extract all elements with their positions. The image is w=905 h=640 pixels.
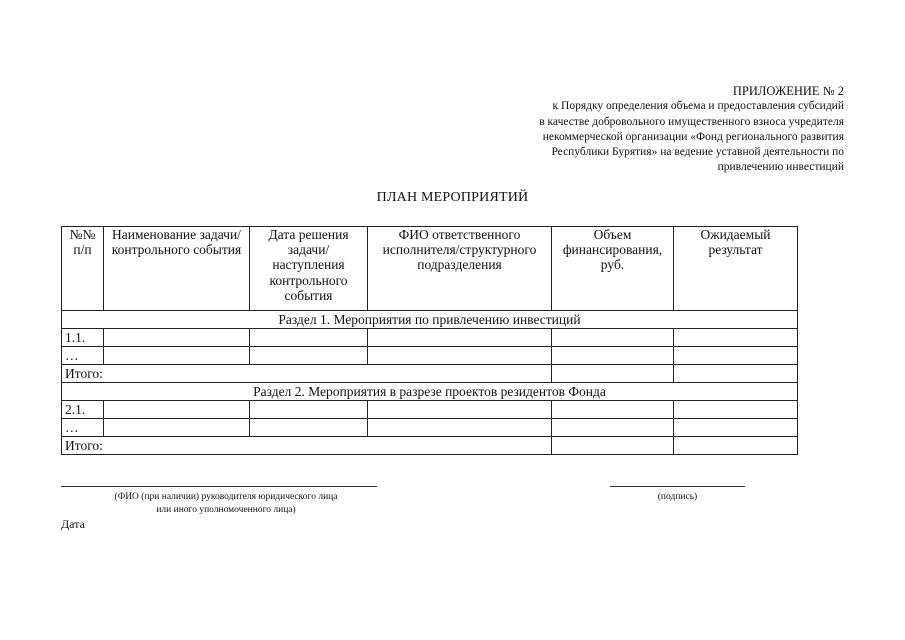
- table-cell[interactable]: [552, 329, 674, 347]
- appendix-line: в качестве добровольного имущественного взноса учредителя: [539, 115, 844, 128]
- signature-caption: (подпись): [657, 492, 698, 502]
- row-number: …: [62, 419, 104, 437]
- table-row: [62, 347, 798, 365]
- row-number: 2.1.: [62, 401, 104, 419]
- appendix-line: некоммерческой организации «Фонд регионального развития: [542, 130, 844, 143]
- header-responsible: ФИО ответственного исполнителя/структурного подразделения: [368, 227, 552, 311]
- table-row: [62, 401, 798, 419]
- row-number: …: [62, 347, 104, 365]
- section-title: Раздел 2. Мероприятия в разрезе проектов резидентов Фонда: [62, 383, 798, 401]
- table-cell[interactable]: [368, 419, 552, 437]
- table-cell[interactable]: [368, 347, 552, 365]
- total-label: Итого:: [62, 437, 552, 455]
- table-cell[interactable]: [552, 419, 674, 437]
- appendix-line: к Порядку определения объема и предоставления субсидий: [552, 100, 844, 113]
- table-cell[interactable]: [368, 329, 552, 347]
- total-funding-cell[interactable]: [552, 437, 674, 455]
- table-cell[interactable]: [250, 329, 368, 347]
- name-signature-line[interactable]: [61, 486, 377, 487]
- table-cell[interactable]: [250, 401, 368, 419]
- table-cell[interactable]: [552, 401, 674, 419]
- appendix-line: привлечению инвестиций: [717, 161, 844, 174]
- page-title: ПЛАН МЕРОПРИЯТИЙ: [376, 190, 529, 205]
- table-cell[interactable]: [552, 347, 674, 365]
- table-cell[interactable]: [674, 419, 798, 437]
- table-cell[interactable]: [104, 347, 250, 365]
- table-cell[interactable]: [674, 329, 798, 347]
- date-label: Дата: [61, 517, 85, 531]
- name-caption-line: или иного уполномоченного лица): [156, 504, 296, 515]
- header-date: Дата решения задачи/ наступления контрольного события: [250, 227, 368, 311]
- table-header-row: [62, 227, 798, 311]
- section-row: [62, 311, 798, 329]
- name-caption: [61, 491, 391, 516]
- total-row: [62, 437, 798, 455]
- section-row: [62, 383, 798, 401]
- total-row: [62, 365, 798, 383]
- header-task-name: Наименование задачи/контрольного события: [104, 227, 250, 311]
- header-number: №№ п/п: [62, 227, 104, 311]
- total-label: Итого:: [62, 365, 552, 383]
- table-cell[interactable]: [250, 347, 368, 365]
- table-cell[interactable]: [104, 401, 250, 419]
- total-result-cell[interactable]: [674, 437, 798, 455]
- table-cell[interactable]: [104, 419, 250, 437]
- total-funding-cell[interactable]: [552, 365, 674, 383]
- appendix-header: [539, 84, 844, 176]
- table-row: [62, 419, 798, 437]
- appendix-title: ПРИЛОЖЕНИЕ № 2: [732, 84, 844, 98]
- table-cell[interactable]: [368, 401, 552, 419]
- table-row: [62, 329, 798, 347]
- table-cell[interactable]: [674, 347, 798, 365]
- appendix-line: Республики Бурятия» на ведение уставной деятельности по: [551, 146, 844, 159]
- header-result: Ожидаемый результат: [674, 227, 798, 311]
- signature-line[interactable]: [610, 486, 745, 487]
- header-funding: Объем финансирования, руб.: [552, 227, 674, 311]
- row-number: 1.1.: [62, 329, 104, 347]
- total-result-cell[interactable]: [674, 365, 798, 383]
- plan-table: [61, 226, 798, 455]
- table-cell[interactable]: [674, 401, 798, 419]
- name-caption-line: (ФИО (при наличии) руководителя юридического лица: [114, 492, 338, 502]
- table-cell[interactable]: [250, 419, 368, 437]
- section-title: Раздел 1. Мероприятия по привлечению инвестиций: [62, 311, 798, 329]
- table-cell[interactable]: [104, 329, 250, 347]
